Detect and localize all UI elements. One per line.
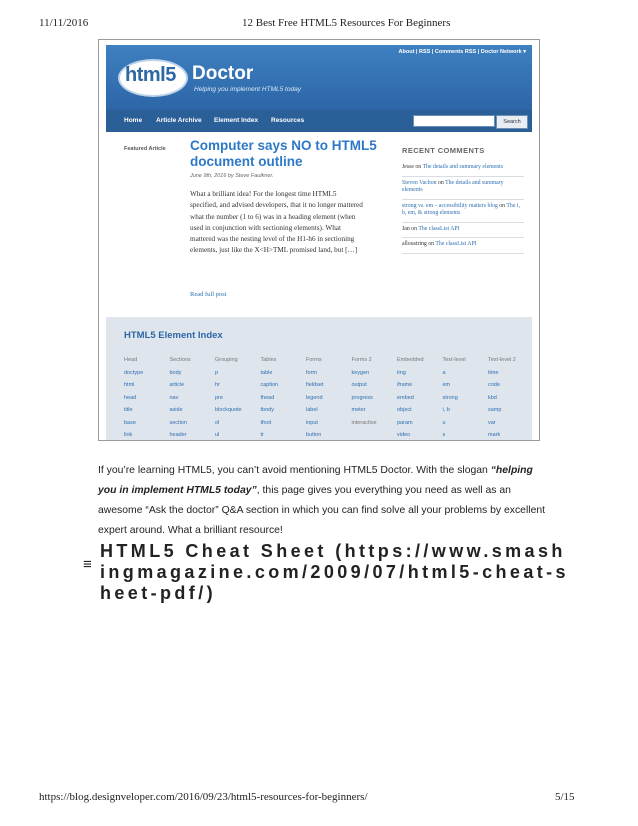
element-link: label [306, 407, 318, 413]
element-link: base [124, 419, 136, 426]
element-link: table [260, 369, 273, 376]
element-link: legend [306, 394, 323, 401]
recent-comments-heading: RECENT COMMENTS [402, 146, 485, 155]
element-link: meter [351, 407, 366, 413]
element-link: article [169, 382, 185, 388]
logo-tagline: Helping you implement HTML5 today [194, 86, 301, 93]
element-link: tr [260, 432, 264, 438]
column-header: Embedded [397, 357, 424, 363]
element-link: embed [397, 394, 414, 401]
column-header: Grouping [215, 357, 238, 363]
logo-mark: html5 [125, 64, 176, 86]
element-link: em [442, 382, 451, 388]
recent-comments-list [402, 161, 524, 254]
element-index-column [488, 354, 532, 440]
slogan: “helping you in implement HTML5 today” [98, 465, 533, 496]
nav-article-archive: Article Archive [156, 117, 202, 124]
element-link: form [306, 369, 317, 376]
nav-resources: Resources [271, 117, 305, 124]
column-header: Head [124, 357, 138, 363]
comment-item: Jan on The classList API [402, 223, 524, 239]
element-link: title [124, 407, 133, 413]
search-button: Search [496, 115, 528, 129]
column-header: Forms 2 [351, 357, 372, 363]
page-header-title: 12 Best Free HTML5 Resources For Beginners [242, 17, 451, 29]
element-link: output [351, 382, 367, 388]
element-link: time [488, 369, 499, 376]
column-header: Tables [260, 357, 277, 363]
element-link: a [442, 369, 446, 376]
read-more-link: Read full post [190, 291, 227, 298]
featured-label: Featured Article [124, 146, 166, 152]
element-link: blockquote [215, 407, 242, 413]
element-index-column [397, 354, 443, 440]
element-link: p [215, 369, 219, 376]
element-index-column [124, 354, 170, 440]
comment-item: alloustring on The classList API [402, 238, 524, 254]
page-footer-number: 5/15 [555, 791, 575, 803]
comment-item: strong vs. em – accessibility matters blog on The i, b, em, & strong elements [402, 200, 524, 223]
page-header-date: 11/11/2016 [39, 17, 89, 29]
element-index-title: HTML5 Element Index [124, 330, 223, 341]
element-link: tbody [260, 407, 274, 413]
logo-name: Doctor [192, 63, 254, 84]
element-link: doctype [124, 369, 144, 376]
element-link: html [124, 382, 135, 388]
element-link: img [397, 369, 406, 376]
top-links: About | RSS | Comments RSS | Doctor Network ▾ [398, 49, 526, 55]
masthead [106, 45, 532, 110]
element-link: var [488, 419, 496, 426]
column-header: Forms [306, 357, 322, 363]
element-link: button [306, 432, 322, 438]
element-link: samp [488, 407, 502, 413]
site-navbar [106, 110, 532, 132]
element-index-column [352, 354, 398, 429]
element-link: header [169, 432, 187, 438]
element-link: video [397, 432, 411, 438]
column-header: Sections [169, 357, 191, 363]
element-link: link [124, 432, 133, 438]
nav-home: Home [124, 117, 143, 124]
comment-item: Jesse on The details and summary elements [402, 161, 524, 177]
element-link: keygen [351, 369, 370, 376]
element-link: section [169, 419, 187, 426]
element-link: progress [351, 394, 373, 401]
element-link: thead [260, 394, 275, 401]
column-subheader: interactive [351, 419, 377, 426]
element-link: nav [169, 394, 179, 401]
element-link: kbd [488, 394, 497, 401]
column-header: Text-level [442, 357, 466, 363]
element-link: body [169, 369, 182, 376]
element-link: i, b [442, 407, 450, 413]
element-link: fieldset [306, 382, 324, 388]
element-link: code [488, 382, 500, 388]
element-link: mark [488, 432, 501, 438]
comment-item: Steven Vachon on The details and summary elements [402, 177, 524, 200]
element-index-column [443, 354, 489, 440]
element-link: param [397, 419, 413, 426]
site-preview [106, 45, 532, 440]
element-link: aside [169, 407, 183, 413]
element-link: caption [260, 382, 279, 388]
site-content [106, 132, 532, 317]
element-link: ul [215, 432, 220, 438]
menu-icon: ≡ [83, 556, 92, 573]
body-paragraph: If you’re learning HTML5, you can’t avoid mentioning HTML5 Doctor. With the slogan “helping you in implement HTML5 today”, this page gives you everything you need as well as an awesome “Ask the doctor” Q&A section in which you can find solve all your problems by excellent expert around. What a brilliant resource! [98, 465, 546, 536]
search-input [413, 115, 495, 127]
article-excerpt: What a brilliant idea! For the longest time HTML5 specified, and advised developers, that it no longer mattered what the number (1 to 6) was in a heading element (when used in conjunction with sectioning elements). What mattered was the nesting level of the H1-h6 in sectioning elements, just like the X<H>TML promised land, but […] [190, 190, 363, 255]
article-date: June 9th, 2016 by Steve Faulkner. [190, 173, 274, 179]
element-link: ol [215, 419, 220, 426]
element-index-column [215, 354, 261, 440]
section-heading-link[interactable]: HTML5 Cheat Sheet (https://www.smashingmagazine.com/2009/07/html5-cheat-sheet-pdf/) [100, 541, 569, 603]
element-link: pre [215, 394, 223, 401]
element-link: hr [215, 382, 220, 388]
element-index-column [170, 354, 216, 440]
nav-element-index: Element Index [214, 117, 259, 124]
element-link: u [442, 419, 446, 426]
element-link: s [442, 432, 446, 438]
element-link: iframe [397, 382, 413, 388]
element-link: strong [442, 394, 458, 401]
page-footer-url: https://blog.designveloper.com/2016/09/23/html5-resources-for-beginners/ [39, 791, 368, 803]
element-index-column [306, 354, 352, 440]
element-link: head [124, 394, 137, 401]
element-index-column [261, 354, 307, 440]
column-header: Text-level 2 [488, 357, 516, 363]
element-link: input [306, 419, 318, 426]
element-link: tfoot [260, 419, 272, 426]
html5-doctor-screenshot [98, 39, 540, 441]
article-title: Computer says NO to HTML5 document outline [190, 138, 377, 169]
element-link: object [397, 407, 412, 413]
